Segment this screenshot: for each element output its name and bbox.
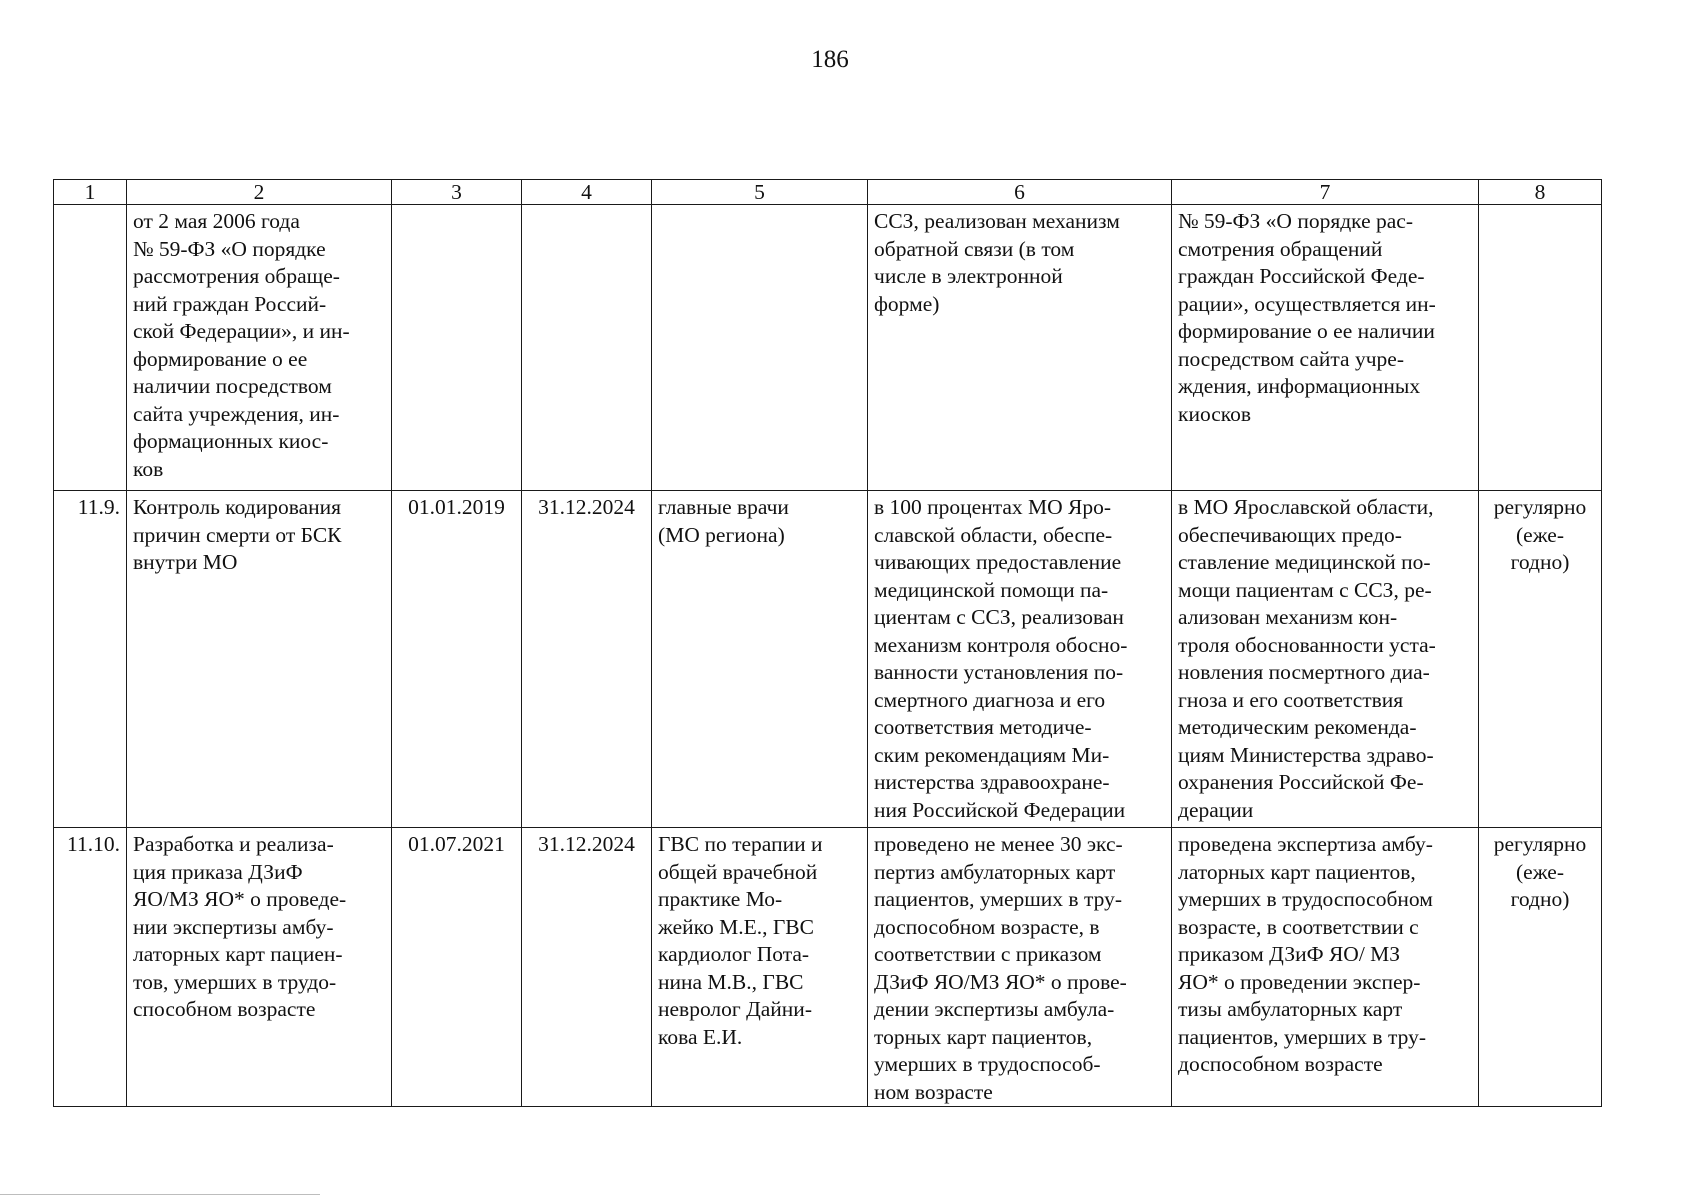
event-cell: от 2 мая 2006 года № 59-ФЗ «О порядке рассмотрения обраще- ний граждан Россий- ской Федерации», и ин- формирование о ее наличии посредством сайта учреждения, ин- формационных киос- ков bbox=[127, 205, 392, 491]
column-header-4: 4 bbox=[522, 180, 652, 205]
result-cell: № 59-ФЗ «О порядке рас- смотрения обращений граждан Российской Феде- рации», осуществляется ин- формирование о ее наличии посредством сайта учре- ждения, информационных киосков bbox=[1172, 205, 1479, 491]
row-number bbox=[54, 205, 127, 491]
responsible-cell bbox=[652, 205, 868, 491]
footer-divider bbox=[0, 1194, 320, 1195]
end-date-cell bbox=[522, 205, 652, 491]
result-cell: в МО Ярославской области, обеспечивающих предо- ставление медицинской по- мощи пациентам с ССЗ, ре- ализован механизм кон- троля обоснованности уста- новления посмертного диа- гноза и его соответствия методическим рекоменда- циям Министерства здраво- охранения Российской Фе- дерации bbox=[1172, 491, 1479, 828]
column-header-2: 2 bbox=[127, 180, 392, 205]
responsible-cell: главные врачи (МО региона) bbox=[652, 491, 868, 828]
start-date-cell: 01.07.2021 bbox=[392, 828, 522, 1107]
start-date-cell: 01.01.2019 bbox=[392, 491, 522, 828]
column-header-3: 3 bbox=[392, 180, 522, 205]
end-date-cell: 31.12.2024 bbox=[522, 828, 652, 1107]
event-cell: Разработка и реализа- ция приказа ДЗиФ ЯО/МЗ ЯО* о проведе- нии экспертизы амбу- латорных карт пациен- тов, умерших в трудо- способном возрасте bbox=[127, 828, 392, 1107]
indicator-cell: проведено не менее 30 экс- пертиз амбулаторных карт пациентов, умерших в тру- доспособном возрасте, в соответствии с приказом ДЗиФ ЯО/МЗ ЯО* о прове- дении экспертизы амбула- торных карт пациентов, умерших в трудоспособ- ном возрасте bbox=[868, 828, 1172, 1107]
frequency-cell: регулярно (еже- годно) bbox=[1479, 491, 1602, 828]
responsible-cell: ГВС по терапии и общей врачебной практике Мо- жейко М.Е., ГВС кардиолог Пота- нина М.В., ГВС невролог Дайни- кова Е.И. bbox=[652, 828, 868, 1107]
column-header-8: 8 bbox=[1479, 180, 1602, 205]
indicator-cell: в 100 процентах МО Яро- славской области, обеспе- чивающих предоставление медицинской помощи па- циентам с ССЗ, реализован механизм контроля обосно- ванности установления по- смертного диагноза и его соответствия методиче- ским рекомендациям Ми- нистерства здравоохране- ния Российской Федерации bbox=[868, 491, 1172, 828]
table-row bbox=[54, 828, 1602, 1107]
event-cell: Контроль кодирования причин смерти от БСК внутри МО bbox=[127, 491, 392, 828]
activities-table bbox=[53, 179, 1602, 1107]
column-header-5: 5 bbox=[652, 180, 868, 205]
table-row bbox=[54, 491, 1602, 828]
frequency-cell bbox=[1479, 205, 1602, 491]
indicator-cell: ССЗ, реализован механизм обратной связи (в том числе в электронной форме) bbox=[868, 205, 1172, 491]
start-date-cell bbox=[392, 205, 522, 491]
row-number: 11.10. bbox=[54, 828, 127, 1107]
header-row bbox=[54, 180, 1602, 205]
column-header-6: 6 bbox=[868, 180, 1172, 205]
column-header-7: 7 bbox=[1172, 180, 1479, 205]
page-number: 186 bbox=[811, 46, 849, 73]
frequency-cell: регулярно (еже- годно) bbox=[1479, 828, 1602, 1107]
column-header-1: 1 bbox=[54, 180, 127, 205]
table-row bbox=[54, 205, 1602, 491]
row-number: 11.9. bbox=[54, 491, 127, 828]
end-date-cell: 31.12.2024 bbox=[522, 491, 652, 828]
result-cell: проведена экспертиза амбу- латорных карт пациентов, умерших в трудоспособном возрасте, в соответствии с приказом ДЗиФ ЯО/ МЗ ЯО* о проведении экспер- тизы амбулаторных карт пациентов, умерших в тру- доспособном возрасте bbox=[1172, 828, 1479, 1107]
